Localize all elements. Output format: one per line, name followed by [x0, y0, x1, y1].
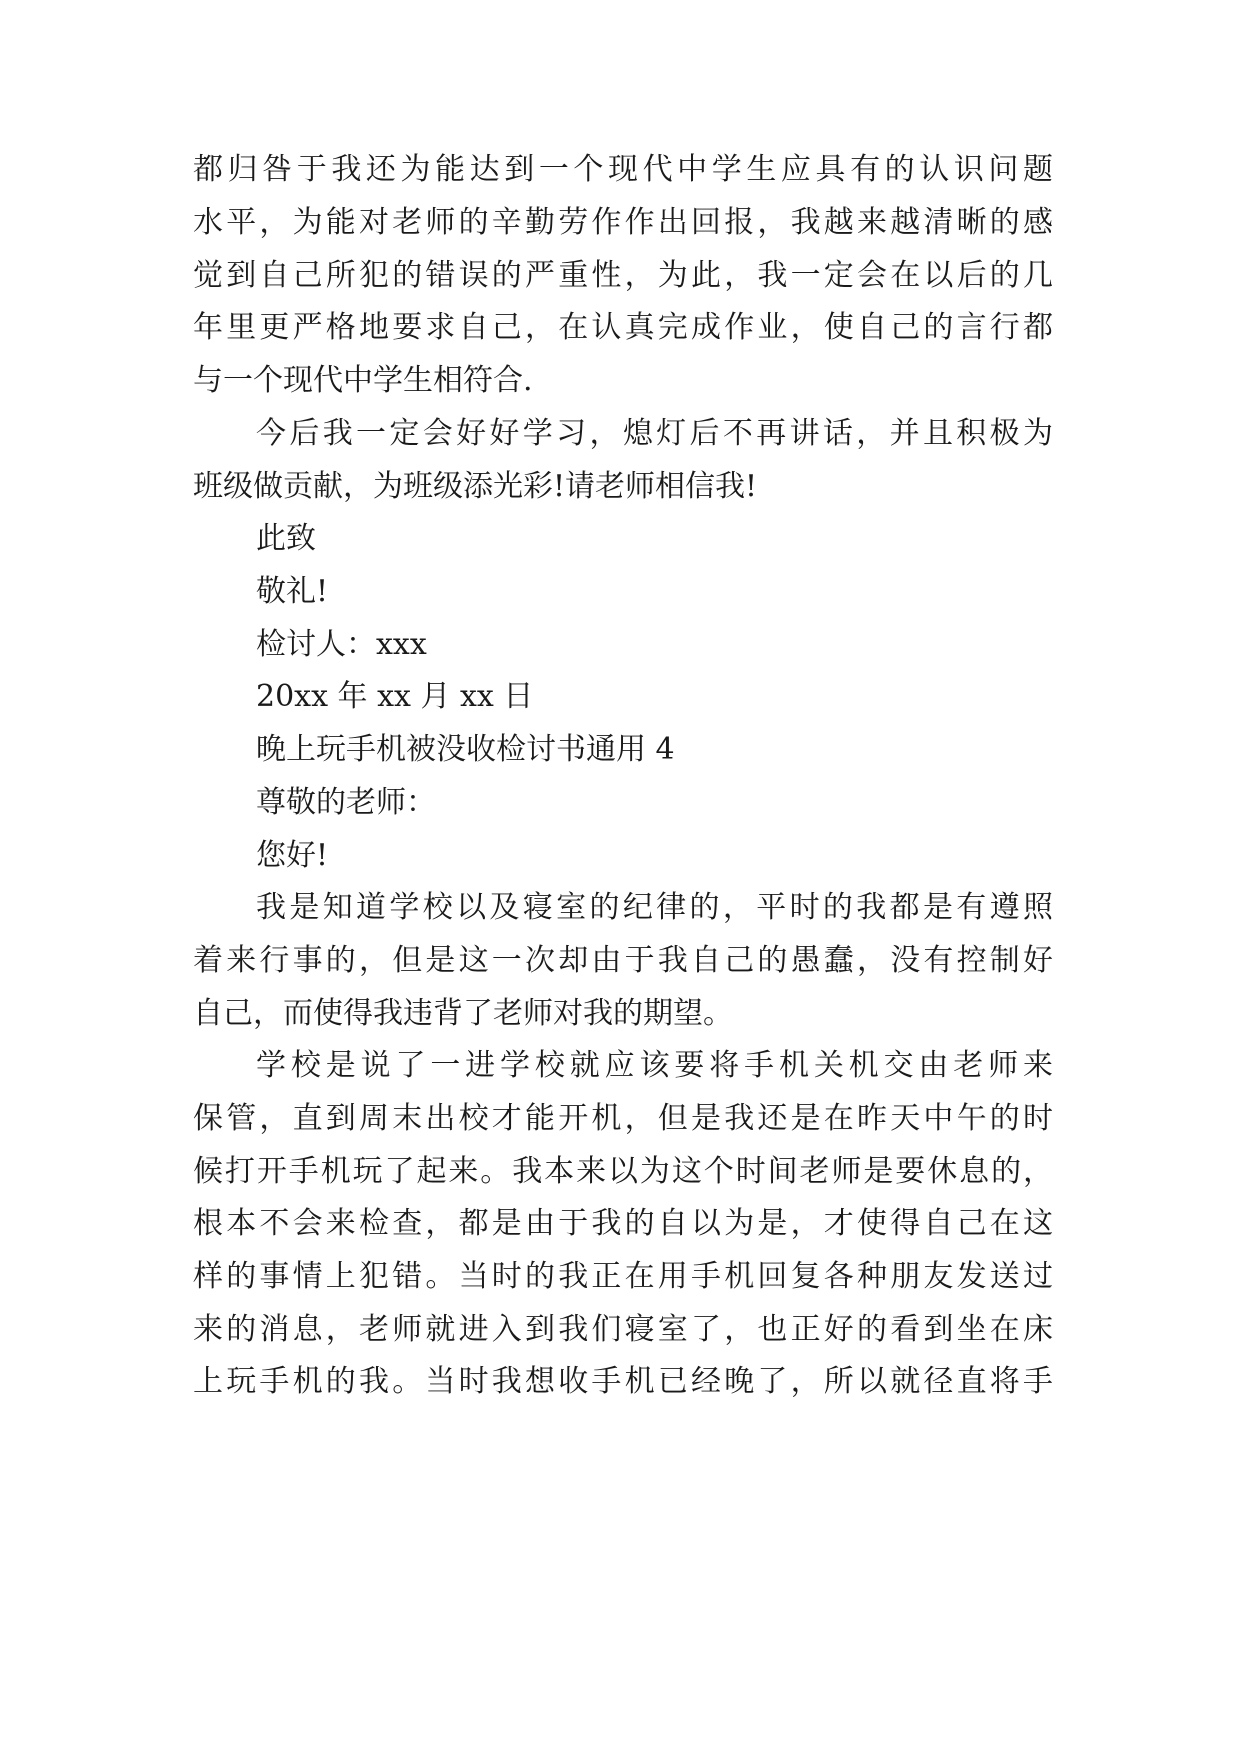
paragraph-line: 年里更严格地要求自己，在认真完成作业，使自己的言行都: [193, 310, 1053, 345]
signature-line: 检讨人：xxx: [256, 627, 427, 662]
paragraph-line: 自己，而使得我违背了老师对我的期望。: [193, 996, 733, 1031]
paragraph-line: 候打开手机玩了起来。我本来以为这个时间老师是要休息的，: [193, 1154, 1053, 1189]
paragraph-line: 班级做贡献，为班级添光彩!请老师相信我!: [193, 469, 758, 504]
paragraph-line: 与一个现代中学生相符合.: [193, 363, 533, 398]
paragraph-line: 根本不会来检查，都是由于我的自以为是，才使得自己在这: [193, 1206, 1053, 1241]
paragraph-line: 来的消息，老师就进入到我们寝室了，也正好的看到坐在床: [193, 1312, 1053, 1347]
closing-regards: 敬礼!: [256, 574, 329, 609]
section-title: 晚上玩手机被没收检讨书通用 4: [256, 732, 675, 767]
paragraph-line: 水平，为能对老师的辛勤劳作作出回报，我越来越清晰的感: [193, 205, 1053, 240]
paragraph-line: 样的事情上犯错。当时的我正在用手机回复各种朋友发送过: [193, 1259, 1053, 1294]
paragraph-line: 上玩手机的我。当时我想收手机已经晚了，所以就径直将手: [193, 1364, 1053, 1399]
paragraph-line: 学校是说了一进学校就应该要将手机关机交由老师来: [256, 1048, 1053, 1083]
greeting-hello: 您好!: [256, 838, 329, 873]
date-line: 20xx 年 xx 月 xx 日: [256, 679, 534, 714]
paragraph-line: 今后我一定会好好学习，熄灯后不再讲话，并且积极为: [256, 416, 1053, 451]
greeting-recipient: 尊敬的老师：: [256, 785, 436, 820]
paragraph-line: 觉到自己所犯的错误的严重性，为此，我一定会在以后的几: [193, 258, 1053, 293]
paragraph-line: 我是知道学校以及寝室的纪律的，平时的我都是有遵照: [256, 890, 1053, 925]
paragraph-line: 都归咎于我还为能达到一个现代中学生应具有的认识问题: [193, 152, 1053, 187]
paragraph-line: 着来行事的，但是这一次却由于我自己的愚蠢，没有控制好: [193, 943, 1053, 978]
paragraph-line: 保管，直到周末出校才能开机，但是我还是在昨天中午的时: [193, 1101, 1053, 1136]
closing-salutation: 此致: [256, 521, 316, 556]
